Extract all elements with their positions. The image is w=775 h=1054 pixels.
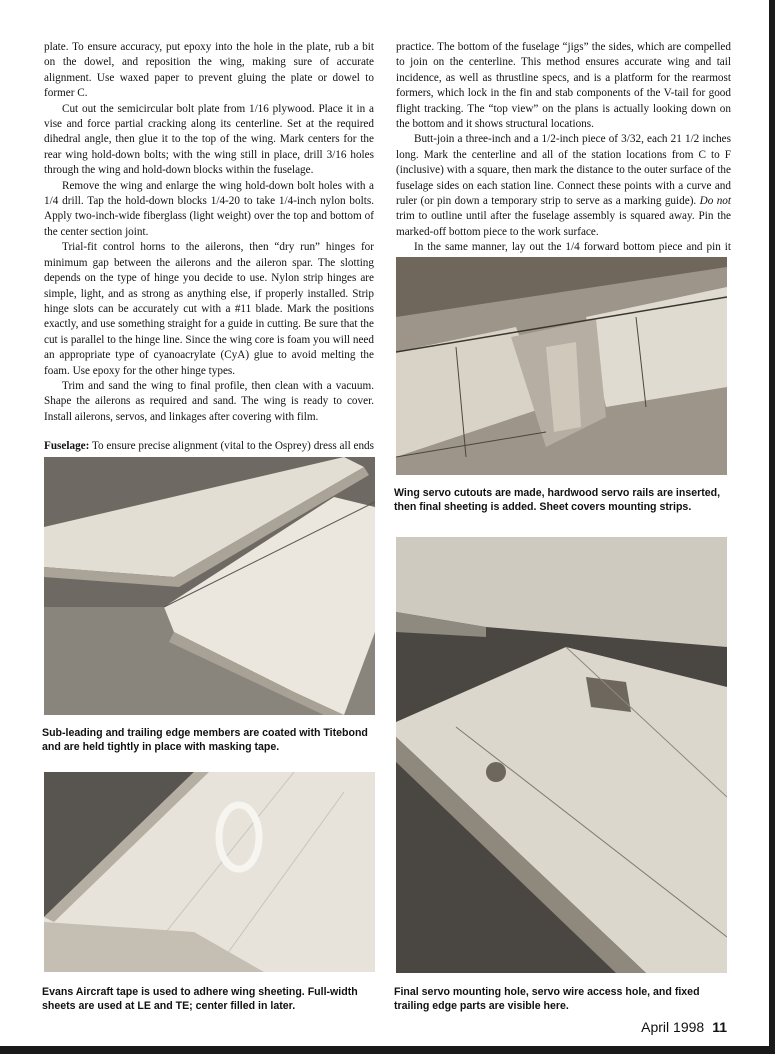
paragraph: Cut out the semicircular bolt plate from 1/16 plywood. Place it in a vise and force partial cracking along its centerline. Set at the required dihedral angle, then glue it to the top of the wing. Mark centers for the rear wing hold-down bolts; with the wing still in place, drill 3/16 holes through the wing and hold-down blocks within the fuselage. [44, 102, 374, 177]
photo-final-servo-hole [396, 537, 727, 973]
page-footer [641, 1019, 727, 1035]
paragraph: Trial-fit control horns to the ailerons, then “dry run” hinges for minimum gap between the ailerons and the aileron spar. The slotting depends on the type of hinge you decide to use. Nylon strip hinges are simple, light, and as strong as anything else, if properly installed. Strip hinge slots can be accurately cut with a #11 blade. Mark the positions exactly, and use something straight for a guide in cutting. Be sure that the cut is parallel to the hinge line. Since the wing core is foam you will need an appropriate type of cyanoacrylate (CyA) glue to avoid melting the foam. Use epoxy for the other hinge types. [44, 241, 374, 377]
right-text-column [396, 40, 731, 271]
page-edge-right [769, 0, 775, 1054]
paragraph: Remove the wing and enlarge the wing hold-down bolt holes with a 1/4 drill. Tap the hold-down blocks 1/4-20 to take 1/4-inch nylon bolts. Apply two-inch-wide fiberglass (light weight) over the top and bottom of the center section joint. [44, 179, 374, 238]
fuselage-heading: Fuselage: [44, 440, 90, 453]
paragraph: Trim and sand the wing to final profile, then clean with a vacuum. Shape the ailerons as required and sand. The wing is ready to cover. Install ailerons, servos, and linkages after covering with film. [44, 379, 374, 423]
photo-servo-cutouts [396, 257, 727, 475]
paragraph [396, 132, 731, 240]
caption-evans-tape: Evans Aircraft tape is used to adhere wing sheeting. Full-width sheets are used at LE and TE; center filled in later. [42, 986, 358, 1012]
left-text-column [44, 40, 374, 485]
caption-servo-cutouts: Wing servo cutouts are made, hardwood servo rails are inserted, then final sheeting is added. Sheet covers mounting strips. [394, 487, 721, 513]
page-edge-bottom [0, 1046, 775, 1054]
fuselage-text: To ensure precise alignment (vital to the Osprey) dress all ends [91, 440, 374, 453]
paragraph: In the same manner, lay out the 1/4 forward bottom piece and pin it [414, 241, 731, 254]
photo-sub-leading-edges [44, 457, 375, 715]
paragraph-text: trim to outline until after the fuselage assembly is squared away. Pin the marked-off bottom piece to the work surface. [396, 210, 731, 238]
photo-evans-tape [44, 772, 375, 972]
issue-date: April 1998 [641, 1019, 705, 1035]
paragraph-text: Butt-join a three-inch and a 1/2-inch piece of 3/32, each 21 1/2 inches long. Mark the centerline and all of the station locations from C to F (inclusive) with a square, then mark the distance to the outer surface of the fuselage sides on each station line. Connect these points with a curve and ruler (or pin down a temporary strip to serve as a marking guide). [396, 133, 731, 208]
caption-sub-leading: Sub-leading and trailing edge members are coated with Titebond and are held tightly in place with masking tape. [42, 727, 368, 753]
paragraph: plate. To ensure accuracy, put epoxy into the hole in the plate, rub a bit on the dowel, and reposition the wing, making sure of accurate alignment. Use waxed paper to prevent gluing the plate or dowel to former C. [44, 41, 374, 100]
emphasis-text: Do not [699, 195, 731, 208]
page-number: 11 [712, 1019, 727, 1035]
paragraph: practice. The bottom of the fuselage “jigs” the sides, which are compelled to join on the centerline. This method ensures accurate wing and tail incidence, as well as thrustline specs, and is a platform for the rearmost formers, which lock in the fin and stab components of the V-tail for good flight tracking. The “top view” on the plans is actually looking down on the bottom and it shows structural locations. [396, 41, 731, 131]
caption-final-servo: Final servo mounting hole, servo wire access hole, and fixed trailing edge parts are visible here. [394, 986, 700, 1012]
